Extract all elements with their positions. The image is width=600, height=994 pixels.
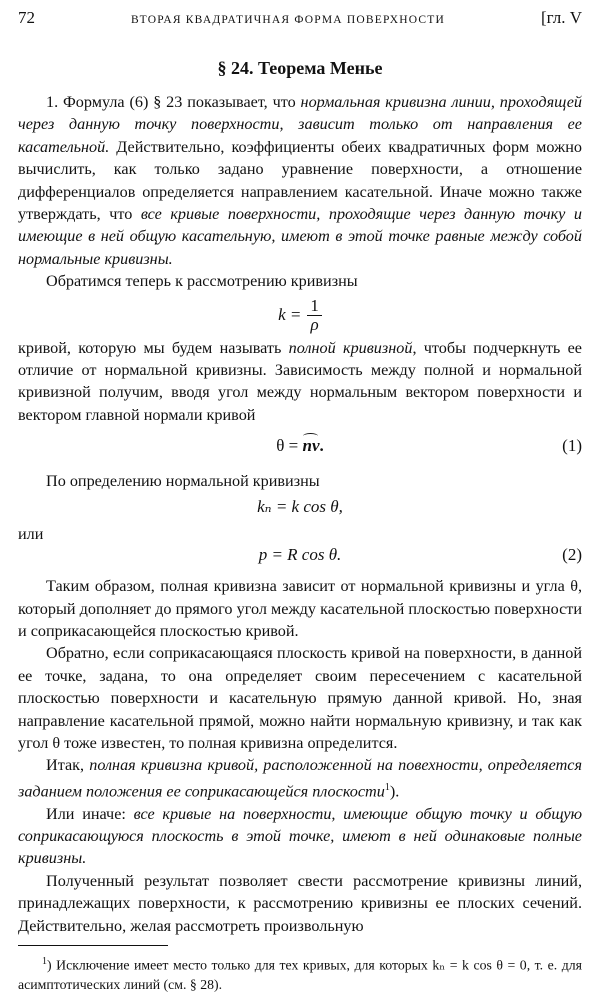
footnote-rule [18,945,168,946]
paragraph-4: По определению нормальной кривизны [46,472,320,491]
section-title: § 24. Теорема Менье [217,58,383,78]
paragraph-9: Или иначе: все кривые на поверхности, имеющие общую точку и общую соприкасающуюся плоскость в этой точке, имеют в ней одинаковые полные кривизны. [18,804,582,868]
page-header [18,8,582,36]
formula-1: θ = nν. (1) [276,436,582,456]
paragraph-8: Итак, полная кривизна кривой, расположенной на повехности, определяется заданием положения ее соприкасающейся плоскости$^1$). [18,756,582,801]
paragraph-6: Таким образом, полная кривизна зависит от нормальной кривизны и угла θ, который дополняет до прямого угол между касательной плоскостью поверхности и соприкасающейся плоскостью кривой. [18,577,582,640]
formula-k: k = $\frac{1}{\rho}$ [18,293,582,337]
paragraph-5: или [18,524,44,543]
chapter-label: [гл. V [540,8,582,27]
paragraph-7: Обратно, если соприкасающаяся плоскость кривой на поверхности, в данной ее точке, задана, то она определяет своим пересечением с касательной плоскостью поверхности и касательную прямую данной кривой. Но, зная направление касательной прямой, можно найти нормальную кривизну, и так как угол θ тоже известен, то полная кривизна определится. [18,644,582,752]
formula-kn: kₙ = k cos θ, [257,496,343,516]
page-number: 72 [18,8,35,27]
book-page [18,8,582,994]
paragraph-10: Полученный результат позволяет свести рассмотрение кривизны линий, принадлежащих поверхности, к рассмотрению кривизны ее плоских сечений. Действительно, желая рассмотреть произвольную [18,871,582,935]
running-title: ВТОРАЯ КВАДРАТИЧНАЯ ФОРМА ПОВЕРХНОСТИ [130,14,446,26]
paragraph-2: Обратимся теперь к рассмотрению кривизны [46,272,358,291]
formula-2: p = R cos θ. (2) [258,545,582,565]
footnote: $^1$) Исключение имеет место только для тех кривых, для которых kₙ = k cos θ = 0, т. е. для асимптотических линий (см. § 28). [18,955,582,992]
paragraph-1: 1. Формула (6) § 23 показывает, что нормальная кривизна линии, проходящей через данную точку поверхности, зависит только от направления ее касательной. Действительно, коэффициенты обеих квадратичных форм можно вычислить, как только задано уравнение поверхности, а отношение дифференциалов определяется направлением касательной. Иначе можно также утверждать, что все кривые поверхности, проходящие через данную точку и имеющие в ней общую касательную, имеют в этой точке равные между собой нормальные кривизны. [18,93,582,268]
paragraph-3: кривой, которую мы будем называть полной кривизной, чтобы подчеркнуть ее отличие от нормальной кривизны. Зависимость между полной и нормальной кривизной получим, вводя угол между нормальным вектором поверхности и вектором главной нормали кривой [18,338,582,424]
